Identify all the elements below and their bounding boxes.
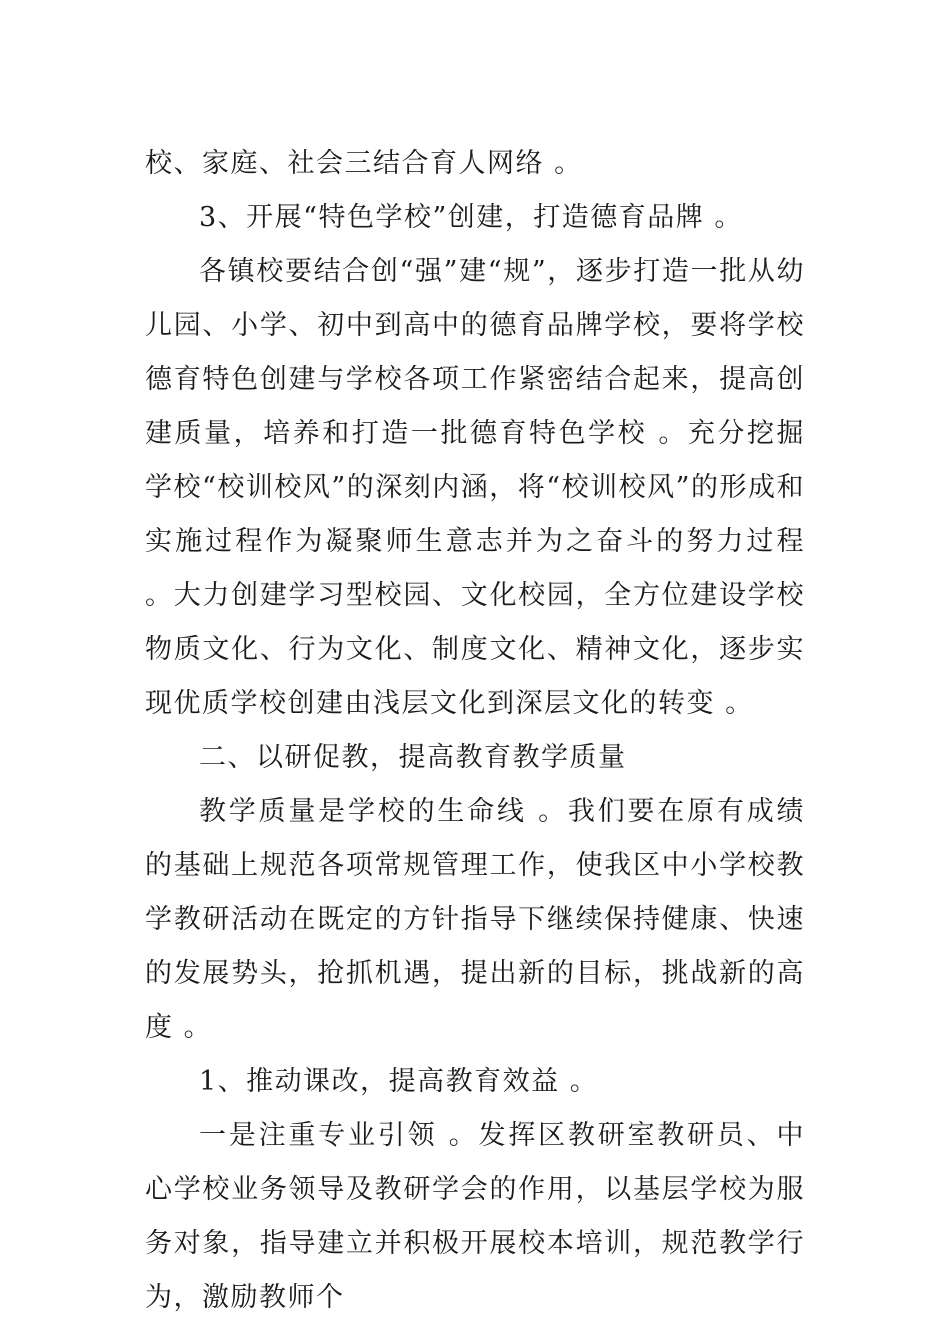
paragraph-teaching-quality: 教学质量是学校的生命线 。我们要在原有成绩的基础上规范各项常规管理工作，使我区中小学校教学教研活动在既定的方针指导下继续保持健康、快速的发展势头，抢抓机遇，提出新的目标，挑战新的高度 。 — [145, 796, 805, 1043]
paragraph-professional-guidance: 一是注重专业引领 。发挥区教研室教研员、中心学校业务领导及教研学会的作用，以基层学校为服务对象，指导建立并积极开展校本培训，规范教学行为，激励教师个 — [145, 1120, 805, 1313]
section-heading-2: 二、以研促教，提高教育教学质量 — [199, 742, 627, 773]
paragraph-item-1-heading: 1、推动课改，提高教育效益 。 — [199, 1066, 599, 1097]
paragraph-item-3-heading: 3、开展“特色学校”创建，打造德育品牌 。 — [199, 202, 743, 233]
paragraph-continuation: 校、家庭、社会三结合育人网络 。 — [145, 148, 583, 179]
document-body — [145, 137, 805, 1325]
paragraph-characteristic-schools: 各镇校要结合创“强”建“规”，逐步打造一批从幼儿园、小学、初中到高中的德育品牌学校，要将学校德育特色创建与学校各项工作紧密结合起来，提高创建质量，培养和打造一批德育特色学校 。充分挖掘学校“校训校风”的深刻内涵，将“校训校风”的形成和实施过程作为凝聚师生意志并为之奋斗的努力过程 。大力创建学习型校园、文化校园，全方位建设学校物质文化、行为文化、制度文化、精神文化，逐步实现优质学校创建由浅层文化到深层文化的转变 。 — [145, 256, 805, 719]
